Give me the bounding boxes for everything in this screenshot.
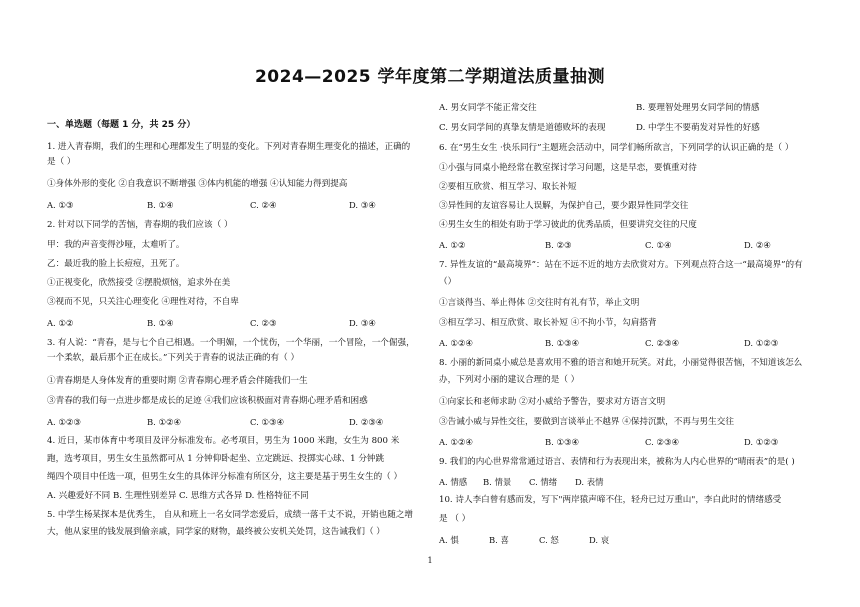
- option-c[interactable]: C. ②④: [250, 200, 277, 210]
- option-b[interactable]: B. 喜: [489, 535, 509, 545]
- question-6-item-2: ②要相互欣赏、相互学习、取长补短: [439, 182, 577, 192]
- option-d[interactable]: D. ①②③: [744, 338, 779, 348]
- question-8-stem: 8. 小丽的新同桌小威总是喜欢用不雅的语言和她开玩笑。对此，小丽觉得很苦恼，不知道该怎么: [439, 358, 803, 368]
- option-c[interactable]: C. ①③④: [250, 417, 284, 427]
- question-7-items-a: ①言谈得当、举止得体 ②交往时有礼有节，举止文明: [439, 298, 640, 308]
- option-a[interactable]: A. ①②: [439, 240, 466, 250]
- question-7-stem-cont: （）: [439, 277, 457, 287]
- option-a[interactable]: A. ①②③: [47, 417, 81, 427]
- option-c[interactable]: C. ②③④: [645, 437, 679, 447]
- question-3-stem-cont: 一个柔软，最后那个正在成长。”下列关于青春的说法正确的有（ ）: [47, 353, 300, 363]
- option-b[interactable]: B. ①③④: [545, 338, 580, 348]
- option-a[interactable]: A. ①②④: [439, 338, 473, 348]
- question-4-stem-cont-a: 跑，选考项目，男生女生虽然都可从 1 分钟仰卧起坐、立定跳远、投掷实心球、1 分钟跳: [47, 454, 385, 464]
- question-10-stem-cont: 是 （ ）: [439, 514, 471, 524]
- question-2-stem: 2. 针对以下同学的苦恼，青春期的我们应该（ ）: [47, 220, 233, 230]
- question-4-stem: 4. 近日，某市体育中考项目及评分标准发布。必考项目，男生为 1000 米跑，女生为 800 米: [47, 436, 400, 446]
- question-7-stem: 7. 异性友谊的“最高境界”：站在不远不近的地方去欣赏对方。下列观点符合这一“最高境界”的有: [439, 260, 803, 270]
- question-5-stem-cont: 大，他从家里的钱发展到偷亲戚，同学家的财物，最终被公安机关处罚，这告诫我们（ ）: [47, 527, 385, 537]
- option-a[interactable]: A. ①②④: [439, 437, 473, 447]
- question-7-items-b: ③相互学习、相互欣赏、取长补短 ④不拘小节，勾肩搭背: [439, 318, 657, 328]
- option-b[interactable]: B. ①③④: [545, 437, 580, 447]
- option-b[interactable]: B. ①④: [147, 200, 174, 210]
- question-6-item-1: ①小强与同桌小艳经常在教室探讨学习问题，这是早恋，要慎重对待: [439, 163, 697, 173]
- question-1-stem: 1. 进入青春期，我们的生理和心理都发生了明显的变化。下列对青春期生理变化的描述，正确的: [47, 142, 411, 152]
- option-a[interactable]: A. 情感: [439, 477, 468, 487]
- section-heading: 一、单选题（每题 1 分，共 25 分）: [47, 120, 196, 130]
- question-4-options: A. 兴趣爱好不同 B. 生理性别差异 C. 思维方式各异 D. 性格特征不同: [47, 491, 309, 501]
- option-a[interactable]: A. ①③: [47, 200, 74, 210]
- question-3-stem: 3. 有人说：“青春，是与七个自己相遇。一个明媚，一个忧伤，一个华丽，一个冒险，一个倔强，: [47, 338, 415, 348]
- option-c[interactable]: C. 情绪: [529, 477, 558, 487]
- question-3-items-b: ③青春的我们每一点进步都是成长的足迹 ④我们应该积极面对青春期心理矛盾和困惑: [47, 396, 368, 406]
- option-b[interactable]: B. ②③: [545, 240, 572, 250]
- option-a[interactable]: A. ①②: [47, 318, 74, 328]
- question-8-items-b: ③告诫小威与异性交往，要做到言谈举止不越界 ④保持沉默，不再与男生交往: [439, 417, 734, 427]
- question-3-items-a: ①青春期是人身体发育的重要时期 ②青春期心理矛盾会伴随我们一生: [47, 376, 308, 386]
- question-5-stem: 5. 中学生杨某探本是优秀生， 自从和班上一名女同学恋爱后，成绩一落千丈不说，开销也随之增: [47, 510, 414, 520]
- option-d[interactable]: D. ③④: [349, 200, 376, 210]
- option-c[interactable]: C. ①④: [645, 240, 672, 250]
- option-a[interactable]: A. 惧: [439, 535, 459, 545]
- option-b[interactable]: B. ①②④: [147, 417, 182, 427]
- question-10-stem: 10. 诗人李白曾有感而发，写下"两岸猿声啼不住，轻舟已过万重山"，李白此时的情绪感受: [439, 495, 782, 505]
- question-5-option-c[interactable]: C. 男女同学间的真挚友情是道德败坏的表现: [439, 123, 606, 133]
- page-title: 2024—2025 学年度第二学期道法质量抽测: [254, 67, 606, 87]
- option-d[interactable]: D. ②④: [744, 240, 771, 250]
- page-number: 1: [427, 556, 433, 565]
- option-b[interactable]: B. ①④: [147, 318, 174, 328]
- question-5-option-b[interactable]: B. 要理智处理男女同学间的情感: [636, 103, 760, 113]
- question-8-stem-cont: 办，下列对小丽的建议合理的是（ ）: [439, 375, 580, 385]
- question-5-option-a[interactable]: A. 男女同学不能正常交往: [439, 103, 537, 113]
- question-6-stem: 6. 在“男生女生 ·快乐同行”主题班会活动中，同学们畅所欲言，下列同学的认识正确的是（ ）: [439, 143, 794, 153]
- option-c[interactable]: C. ②③: [250, 318, 277, 328]
- option-b[interactable]: B. 情景: [483, 477, 512, 487]
- question-1-items: ①身体外形的变化 ②自我意识不断增强 ③体内机能的增强 ④认知能力得到提高: [47, 179, 348, 189]
- option-d[interactable]: D. ②③④: [349, 417, 384, 427]
- option-c[interactable]: C. 怒: [539, 535, 559, 545]
- question-6-item-3: ③异性间的友谊容易让人误解，为保护自己，要少跟异性同学交往: [439, 201, 689, 211]
- option-c[interactable]: C. ②③④: [645, 338, 679, 348]
- question-2-text-b: 乙：最近我的脸上长痘痘，丑死了。: [47, 259, 185, 269]
- option-d[interactable]: D. 表情: [575, 477, 604, 487]
- question-5-option-d[interactable]: D. 中学生不要萌发对异性的好感: [636, 123, 760, 133]
- question-2-items-b: ③视而不见，只关注心理变化 ④理性对待，不自卑: [47, 297, 239, 307]
- question-9-stem: 9. 我们的内心世界常常通过语言、表情和行为表现出来，被称为人内心世界的“晴雨表”的是( ): [439, 457, 795, 467]
- question-2-text-a: 甲：我的声音变得沙哑，太难听了。: [47, 240, 185, 250]
- question-2-items-a: ①正视变化，欣然接受 ②摆脱烦恼，追求外在美: [47, 278, 231, 288]
- question-8-items-a: ①向家长和老师求助 ②对小威给予警告，要求对方语言文明: [439, 397, 666, 407]
- option-d[interactable]: D. ③④: [349, 318, 376, 328]
- question-6-item-4: ④男生女生的相处有助于学习彼此的优秀品质，但要讲究交往的尺度: [439, 220, 697, 230]
- question-4-stem-cont-b: 绳四个项目中任选一项，但男生女生的具体评分标准有所区分，这主要是基于男生女生的（ ）: [47, 472, 403, 482]
- question-1-stem-cont: 是（ ）: [47, 157, 76, 167]
- option-d[interactable]: D. ①②③: [744, 437, 779, 447]
- option-d[interactable]: D. 哀: [589, 535, 610, 545]
